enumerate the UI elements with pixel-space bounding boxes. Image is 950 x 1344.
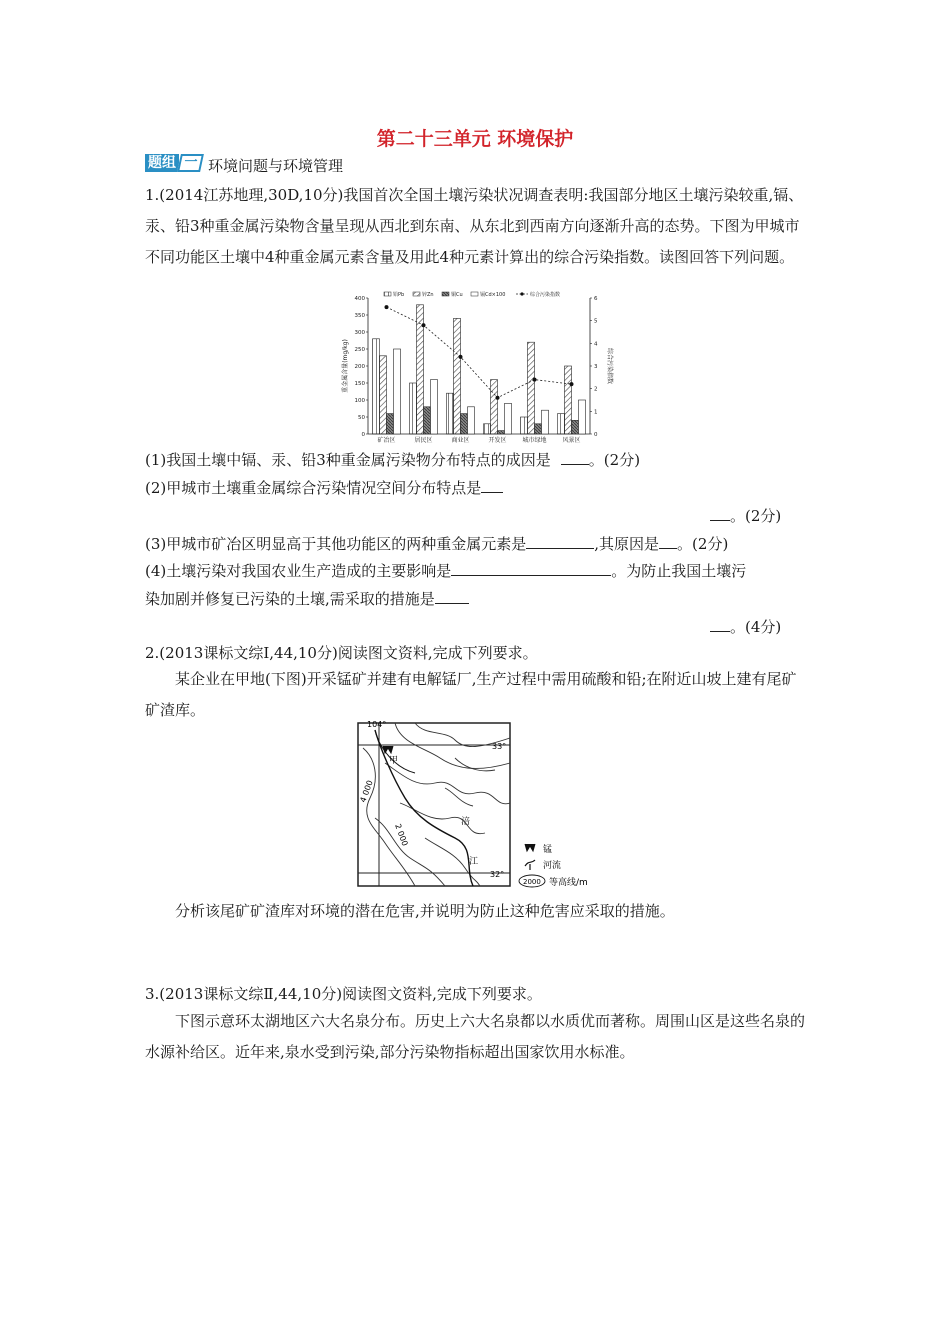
group-badge (145, 153, 202, 173)
x-tick-label: 开发区 (488, 437, 507, 444)
bar (505, 403, 512, 434)
q1-sub3: (3)甲城市矿冶区明显高于其他功能区的两种重金属元素是 ,其原因是 。(2分) (145, 532, 728, 554)
map-lat-top: 33° (492, 742, 507, 751)
map-contour-4000: 4 000 (358, 779, 375, 804)
q1-sub1: (1)我国土壤中镉、汞、铅3种重金属污染物分布特点的成因是 。(2分) (145, 448, 640, 470)
q2-question: 分析该尾矿矿渣库对环境的潜在危害,并说明为防止这种危害应采取的措施。 (175, 902, 675, 920)
legend-river-icon (525, 860, 535, 870)
y-tick-label: 100 (354, 398, 365, 404)
bar (380, 356, 387, 434)
bar (424, 407, 431, 434)
legend-swatch (384, 292, 391, 296)
manganese-map (355, 718, 595, 890)
y-tick-label: 400 (354, 296, 365, 302)
page-title: 第二十三单元 环境保护 (376, 128, 574, 150)
map-river-label-2: 江 (469, 857, 479, 867)
q1-sub4-cont: 染加剧并修复已污染的土壤,需采取的措施是 (145, 587, 469, 609)
y-tick-label: 150 (354, 381, 365, 387)
q2-intro: 2.(2013课标文综Ⅰ,44,10分)阅读图文资料,完成下列要求。 (145, 644, 538, 662)
y2-tick-label: 4 (594, 341, 598, 348)
y2-tick-label: 5 (594, 318, 598, 325)
index-point (459, 355, 463, 359)
bar (528, 342, 535, 434)
bar (447, 393, 454, 434)
y-tick-label: 350 (354, 313, 365, 319)
answer-blank-1[interactable] (561, 448, 589, 465)
x-tick-label: 城市绿地 (522, 437, 547, 444)
answer-blank-2[interactable] (481, 476, 503, 493)
bar (431, 380, 438, 434)
bar (521, 417, 528, 434)
index-point (570, 382, 574, 386)
bar (565, 366, 572, 434)
legend-label: 铅Pb (393, 292, 405, 298)
bar (373, 339, 380, 434)
x-tick-label: 居民区 (414, 437, 433, 444)
bar (394, 349, 401, 434)
bar (387, 414, 394, 434)
group-badge-label: 题组 (145, 154, 179, 172)
index-point (533, 378, 537, 382)
legend-swatch (442, 292, 449, 296)
y-tick-label: 50 (358, 415, 365, 421)
y-tick-label: 200 (354, 364, 365, 370)
y2-tick-label: 0 (594, 432, 598, 438)
bar (579, 400, 586, 434)
y-tick-label: 0 (361, 432, 365, 438)
x-tick-label: 商业区 (451, 437, 470, 444)
index-point (422, 323, 426, 327)
group-badge-number: 一 (177, 154, 204, 172)
y2-tick-label: 1 (594, 409, 598, 416)
y-tick-label: 300 (354, 330, 365, 336)
legend-label: 锌Zn (422, 292, 434, 298)
legend-river-label: 河流 (543, 861, 562, 871)
q3-intro: 3.(2013课标文综Ⅱ,44,10分)阅读图文资料,完成下列要求。 (145, 985, 542, 1003)
legend-contour-value: 2000 (523, 878, 541, 886)
x-tick-label: 风景区 (562, 437, 581, 444)
y2-tick-label: 3 (594, 364, 598, 370)
bar (572, 420, 579, 434)
answer-blank-3[interactable] (526, 532, 594, 549)
legend-contour-label: 等高线/m (549, 878, 588, 888)
map-river-label-1: 涪 (461, 817, 471, 827)
legend-label: 综合污染指数 (530, 292, 561, 298)
answer-blank-6[interactable] (435, 587, 469, 604)
y-axis-label: 重金属含量(mg/kg) (342, 339, 349, 393)
y-tick-label: 250 (354, 347, 365, 353)
index-point (496, 396, 500, 400)
map-place-label: 甲 (389, 756, 399, 766)
bar (461, 414, 468, 434)
x-tick-label: 矿冶区 (377, 437, 396, 444)
q1-intro: 1.(2014江苏地理,30D,10分)我国首次全国土壤污染状况调查表明:我国部分地区土壤污染较重,镉、汞、铅3种重金属污染物含量呈现从西北到东南、从东北到西南方向逐渐升高的态势。下图为甲城市不同功能区土壤中4种重金属元素含量及用此4种元素计算出的综合污染指数。读图回答下列问题。 (145, 186, 804, 266)
y2-axis-label: 综合污染指数 (606, 347, 613, 385)
legend-swatch (413, 292, 420, 296)
bar (484, 424, 491, 434)
map-lon-label: 104° (367, 720, 387, 729)
legend-swatch (471, 292, 478, 296)
bar (498, 431, 505, 434)
q1-sub4: (4)土壤污染对我国农业生产造成的主要影响是 。为防止我国土壤污 (145, 559, 746, 581)
q1-sub2-end: 。(2分) (710, 504, 781, 526)
q2-body: 某企业在甲地(下图)开采锰矿并建有电解锰厂,生产过程中需用硫酸和铅;在附近山坡上建有尾矿矿渣库。 (145, 670, 797, 719)
pollution-chart (340, 288, 615, 448)
q1-sub2: (2)甲城市土壤重金属综合污染情况空间分布特点是 (145, 476, 503, 498)
map-lat-bottom: 32° (490, 870, 505, 879)
legend-line-point (520, 292, 523, 295)
bar (558, 414, 565, 434)
answer-blank-2b[interactable] (710, 504, 730, 521)
answer-blank-5[interactable] (451, 559, 611, 576)
y2-tick-label: 2 (594, 386, 598, 393)
legend-label: 铜Cu (451, 292, 463, 298)
legend-mn-icon (525, 844, 535, 851)
legend-mn-label: 锰 (543, 845, 553, 855)
bar (454, 318, 461, 434)
answer-blank-4[interactable] (659, 532, 677, 549)
bar (468, 407, 475, 434)
map-contour-2000: 2 000 (393, 822, 410, 848)
bar (542, 410, 549, 434)
bar (535, 424, 542, 434)
q3-body: 下图示意环太湖地区六大名泉分布。历史上六大名泉都以水质优而著称。周围山区是这些名泉的水源补给区。近年来,泉水受到污染,部分污染物指标超出国家饮用水标准。 (145, 1012, 806, 1061)
bar (491, 380, 498, 434)
answer-blank-6b[interactable] (710, 615, 730, 632)
q1-sub4-end: 。(4分) (710, 615, 781, 637)
bar (410, 383, 417, 434)
index-point (385, 305, 389, 309)
y2-tick-label: 6 (594, 296, 598, 302)
legend-label: 镉Cd×100 (480, 292, 506, 298)
group-title: 环境问题与环境管理 (208, 157, 344, 175)
